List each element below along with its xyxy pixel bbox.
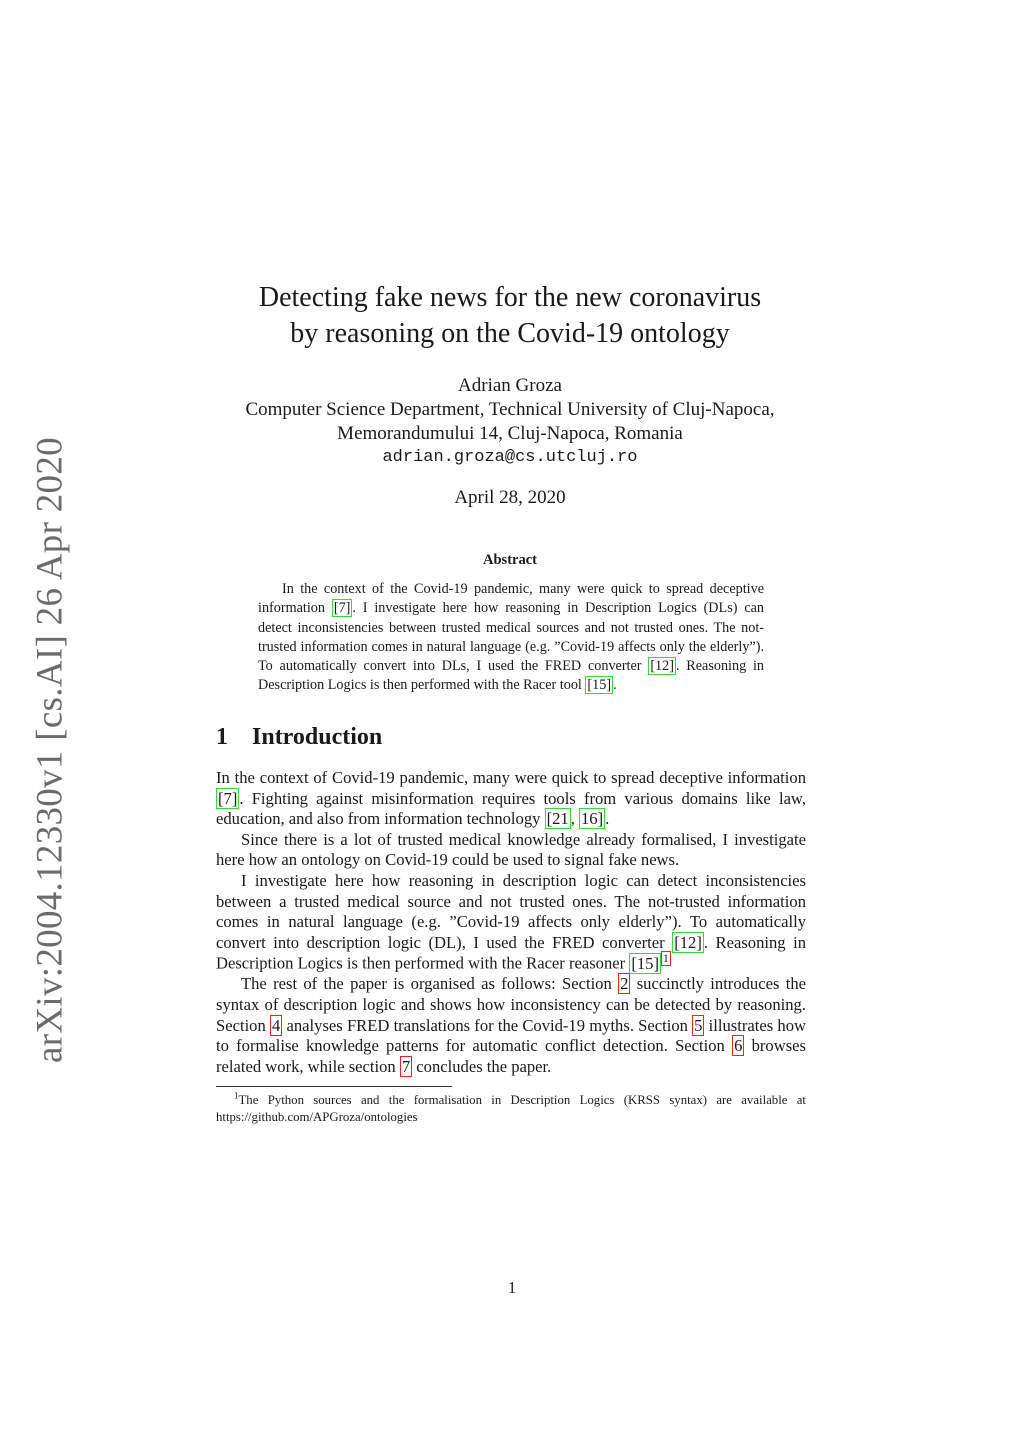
section-number: 1 xyxy=(216,724,228,750)
author-affiliation-line-2: Memorandumului 14, Cluj-Napoca, Romania xyxy=(337,423,683,444)
citation-link[interactable]: [21 xyxy=(546,809,569,829)
paragraph-text-part: . Reasoning in Description Logics is then performed with the Racer reasoner xyxy=(216,932,806,973)
paragraph-text-part: illustrates how to formalise knowledge patterns for automatic conflict detection. Section xyxy=(216,1015,806,1056)
citation-link[interactable]: [15] xyxy=(587,677,612,694)
paper-title xyxy=(180,280,840,352)
citation-link[interactable]: [15] xyxy=(631,953,659,973)
paragraph-text-part: concludes the paper. xyxy=(412,1056,552,1076)
footnote-divider xyxy=(216,1086,452,1087)
paragraph-text-part: succinctly introduces the syntax of description logic and shows how inconsistency can be detected by reasoning. Section xyxy=(216,974,806,1035)
paragraph-4 xyxy=(216,974,806,1077)
author-email[interactable]: adrian.groza@cs.utcluj.ro xyxy=(382,448,638,467)
paragraph-2: Since there is a lot of trusted medical knowledge already formalised, I investigate here how an ontology on Covid-19 could be used to signal fake news. xyxy=(216,829,806,870)
section-title: Introduction xyxy=(252,724,383,750)
abstract-text-part: . Reasoning in Description Logics is then performed with the Racer tool xyxy=(258,658,764,694)
footnote-text: The Python sources and the formalisation in Description Logics (KRSS syntax) are available at https://github.com/APGroza/ontologies xyxy=(216,1093,806,1124)
paragraph-text-part: browses related work, while section xyxy=(216,1036,806,1076)
abstract-text-part: . xyxy=(613,677,617,694)
abstract-text-part: In the context of the Covid-19 pandemic, many were quick to spread deceptive information xyxy=(258,581,764,617)
paragraph-text-part: The rest of the paper is organised as follows: Section xyxy=(241,974,619,994)
citation-link[interactable]: [12] xyxy=(674,932,702,952)
author-block xyxy=(160,374,860,470)
abstract-heading: Abstract xyxy=(483,552,537,568)
section-reference-link[interactable]: 7 xyxy=(401,1056,411,1076)
section-reference-link[interactable]: 6 xyxy=(734,1036,743,1056)
citation-separator: , xyxy=(570,809,579,829)
paragraph-text-part: . xyxy=(605,809,610,829)
paragraph-text-part: In the context of Covid-19 pandemic, many were quick to spread deceptive information xyxy=(216,768,806,787)
footnote-mark: 1 xyxy=(234,1090,239,1101)
section-reference-link[interactable]: 2 xyxy=(620,974,629,994)
author-affiliation-line-1: Computer Science Department, Technical University of Cluj-Napoca, xyxy=(245,399,775,420)
footnote-marker-link[interactable]: 1 xyxy=(662,952,669,966)
author-name: Adrian Groza xyxy=(458,375,562,396)
paragraph-text-part: analyses FRED translations for the Covid-19 myths. Section xyxy=(282,1015,693,1035)
abstract-text xyxy=(258,580,764,696)
citation-link[interactable]: [7] xyxy=(218,788,238,808)
title-line-1: Detecting fake news for the new coronavirus xyxy=(258,282,762,313)
citation-link[interactable]: [7] xyxy=(333,600,351,617)
paragraph-text-part: I investigate here how reasoning in description logic can detect inconsistencies between a trusted medical source and not trusted ones. The not-trusted information comes in natural language (e.g. ”Covid-19 affects only elderly”). To automatically convert into description logic (DL), I used the FRED converter xyxy=(216,870,806,952)
footnote xyxy=(216,1092,806,1126)
paper-date: April 28, 2020 xyxy=(454,487,566,508)
citation-link[interactable]: [12] xyxy=(650,658,674,675)
paragraph-text-part: . Fighting against misinformation requires tools from various domains like law, education, and also from information technology xyxy=(216,788,806,829)
section-heading-introduction xyxy=(216,724,382,751)
arxiv-identifier-stamp[interactable]: arXiv:2004.12330v1 [cs.AI] 26 Apr 2020 xyxy=(29,437,71,1063)
paragraph-1 xyxy=(216,768,806,830)
section-reference-link[interactable]: 5 xyxy=(694,1015,703,1035)
page-number: 1 xyxy=(507,1278,517,1297)
paragraph-3 xyxy=(216,871,806,975)
abstract-text-part: . I investigate here how reasoning in Description Logics (DLs) can detect inconsistencies between trusted medical sources and not trusted ones. The not-trusted information comes in natural language (e.g. ”Covid-19 affects only the elderly”). To automatically convert into DLs, I used the FRED converter xyxy=(258,600,765,675)
title-line-2: by reasoning on the Covid-19 ontology xyxy=(290,318,730,349)
introduction-body xyxy=(216,768,806,1077)
citation-link[interactable]: 16] xyxy=(580,809,604,829)
section-reference-link[interactable]: 4 xyxy=(272,1015,281,1035)
